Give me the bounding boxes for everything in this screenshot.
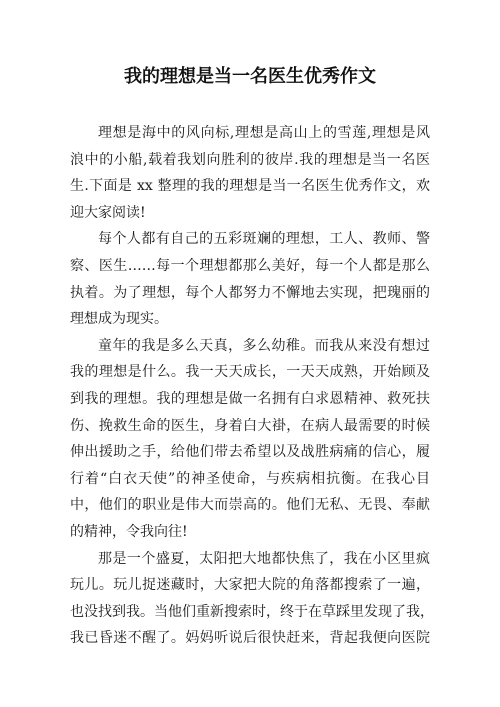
paragraph-line: 的精神，令我向往! [70,523,188,540]
paragraph-line: 我已昏迷不醒了。妈妈听说后很快赶来，背起我便向医院 [70,630,430,647]
paragraph-line: 中，他们的职业是伟大而崇高的。他们无私、无畏、奉献 [70,497,430,514]
paragraph-line: 伸出援助之手，给他们带去希望以及战胜病痛的信心，履 [70,444,430,461]
paragraph-line: 到我的理想。我的理想是做一名拥有白求恩精神、救死扶 [70,390,430,407]
paragraph-line: 理想是海中的风向标,理想是高山上的雪莲,理想是风 [98,125,430,141]
paragraph-line: 我的理想是什么。我一天天成长，一天天成熟，开始顾及 [70,364,430,381]
paragraph-line: 每个人都有自己的五彩斑斓的理想，工人、教师、警 [98,231,430,248]
paragraph-line: 理想成为现实。 [70,311,168,328]
document-body [70,120,434,652]
paragraph-line: 伤、挽救生命的医生，身着白大褂，在病人最需要的时候 [70,417,430,434]
paragraph-line: 行着“白衣天使”的神圣使命，与疾病相抗衡。在我心目 [70,470,430,487]
paragraph-line: 那是一个盛夏，太阳把大地都快焦了，我在小区里疯 [98,550,430,567]
paragraph-line: 执着。为了理想，每个人都努力不懈地去实现，把瑰丽的 [70,284,430,301]
paragraph-line: 生.下面是 xx 整理的我的理想是当一名医生优秀作文，欢 [70,178,430,195]
paragraph-line: 玩儿。玩儿捉迷藏时，大家把大院的角落都搜索了一遍， [70,577,430,594]
paragraph-line: 浪中的小船,载着我划向胜利的彼岸.我的理想是当一名医 [70,151,430,168]
paragraph-line: 迎大家阅读! [70,204,146,221]
paragraph-line: 童年的我是多么天真，多么幼稚。而我从来没有想过 [98,337,430,354]
paragraph-line: 也没找到我。当他们重新搜索时，终于在草踩里发现了我， [70,603,434,620]
document-title: 我的理想是当一名医生优秀作文 [124,66,376,87]
paragraph-line: 察、医生……每一个理想都那么美好，每一个人都是那么 [70,257,430,274]
